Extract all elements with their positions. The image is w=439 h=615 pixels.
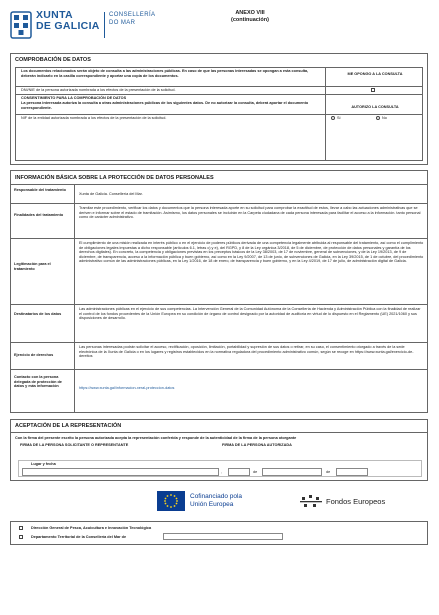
authorize-no-radio[interactable] (376, 116, 380, 120)
dni-row-label: DNI/NIE de la persona autorizada nombrada a los efectos de la presentación de la solicitud. (21, 88, 176, 92)
logo-divider (104, 12, 105, 38)
cofin-line2: Unión Europea (190, 501, 234, 508)
no-label: No (382, 116, 387, 120)
oppose-header: ME OPONGO A LA CONSULTA (347, 72, 403, 76)
row-value-link[interactable]: https://www.xunta.gal/informacion-xeral-proteccion-datos (79, 386, 175, 390)
logo-text: XUNTA DE GALICIA (36, 9, 100, 32)
consellería-name: CONSELLERÍA DO MAR (109, 12, 156, 26)
row-value: Las personas interesadas podrán solicitar el acceso, rectificación, oposición, limitación, portabilidad y supresión de sus datos o retirar, en su caso, el consentimiento otorgado a través de la sede electrónica de la Xunta de Galicia o en los lugares y registros establecidos en la normativa reguladora del procedimiento administrativo común, según se recoge en https://www.xunta.gal/exercicio-de-dereitos (79, 345, 414, 359)
eu-flag-icon (157, 491, 185, 511)
de-label: de (326, 470, 331, 474)
destinatario-checkbox[interactable] (19, 535, 23, 539)
row-value: Tramitar este procedimiento, verificar los datos y documentos que la persona interesada aporte en su solicitud para comprobar la exactitud de estos, llevar a cabo las actuaciones administrativas que se deriven e informar sobre el estado de tramitación. Asimismo, los datos personales se incluirán en la Carpeta ciudadana de cada persona interesada para facilitar el acceso a la información. tanto personal como de carácter administrativo. (79, 206, 421, 220)
xunta-logo (10, 9, 156, 47)
department-input[interactable] (163, 533, 283, 540)
row-label: Ejercicio de derechos (14, 353, 54, 357)
year-input[interactable] (336, 468, 368, 476)
row-value: Las administraciones públicas en el ejercicio de sus competencias. La Intervención General de la Comunidad Autónoma de la Consellería de Hacienda y Administración Pública con la finalidad de realizar el control de los fondos procedentes de la Unión Europea en su condición de órgano de control designado por la autoridad de auditoría en virtud de lo dispuesto en el Reglamento (UE) 2021/1060 y sus disposiciones de desarrollo. (79, 307, 421, 321)
date-label: Lugar y fecha (31, 462, 56, 466)
row-label: Contacto con la persona delegada de protección de datos y más información (14, 375, 62, 389)
signature-authorized-label: FIRMA DE LA PERSONA AUTORIZADA (222, 443, 292, 447)
authorize-yes-radio[interactable] (331, 116, 335, 120)
row-label: Destinatarios de los datos (14, 312, 62, 316)
yes-label: Sí (337, 116, 341, 120)
destinatario-checkbox[interactable] (19, 526, 23, 530)
row-label: Legitimación para el tratamiento (14, 262, 51, 271)
fondos-europeos-icon (300, 495, 322, 509)
cofin-line1: Cofinanciado pola (190, 493, 243, 500)
row-label: Finalidades del tratamiento (14, 213, 64, 217)
fondos-label: Fondos Europeos (326, 497, 386, 506)
oppose-checkbox[interactable] (371, 88, 375, 92)
row-value: Xunta de Galicia. Consellería del Mar. (79, 192, 143, 196)
authorize-header: AUTORIZO LA CONSULTA (351, 105, 399, 109)
destinatario-item: Departamento Territorial de la Consellería del Mar de (31, 535, 127, 539)
day-input[interactable] (228, 468, 250, 476)
annex-heading: ANEXO VIII (continuación) (231, 10, 269, 23)
month-input[interactable] (262, 468, 322, 476)
comma-separator: , (221, 470, 223, 474)
coat-of-arms-icon (10, 11, 32, 39)
destinatario-item: Dirección General de Pesca, Acuicultura e Innovación Tecnológica (31, 526, 152, 530)
de-label: de (253, 470, 258, 474)
fondos-europeos-logo (300, 494, 390, 510)
comprobacion-intro: Los documentos relacionados serán objeto de consulta a las administraciones públicas. En caso de que las personas interesadas se opongan a esta consulta, deberán indicarlo en la casilla correspondiente y aportar una copia de los documentos. (21, 69, 309, 78)
nif-row-label: NIF de la entidad autorizada nombrada a los efectos de la presentación de la solicitud. (21, 116, 167, 120)
proteccion-title: INFORMACIÓN BÁSICA SOBRE LA PROTECCIÓN DE DATOS PERSONALES (15, 175, 214, 181)
signature-applicant-label: FIRMA DE LA PERSONA SOLICITANTE O REPRESENTANTE (20, 443, 129, 447)
row-label: Responsable del tratamiento (14, 188, 66, 192)
consent-header: CONSENTIMIENTO PARA LA COMPROBACIÓN DE DATOS (21, 96, 127, 100)
eu-cofinanced-logo (157, 490, 257, 512)
consent-text: La persona interesada autoriza la consulta a otras administraciones públicas de los siguientes datos. De no autorizar la consulta, deberá aportar el documento correspondiente. (21, 101, 309, 110)
aceptacion-title: ACEPTACIÓN DE LA REPRESENTACIÓN (15, 423, 122, 429)
comprobacion-title: COMPROBACIÓN DE DATOS (15, 57, 91, 63)
aceptacion-text: Con la firma del presente escrito la persona autorizada acepta la representación conferida y responde de la autenticidad de la firma de la persona otorgante (15, 436, 297, 440)
row-value: El cumplimiento de una misión realizada en interés público o en el ejercicio de poderes públicos derivada de una competencia legalmente atribuida al responsable del tratamiento, así como el cumplimiento de obligaciones legales impuestas a dicho responsable (artículos 6.1, letras c) y e), del RGPD, y 8 de la Ley orgánica 3/2018, de 5 de diciembre, de protección de datos personales y garantía de los derechos digitales). En concreto, la competencia y obligaciones previstas en los preceptos básicos de la Ley 38/2003, de 17 de noviembre, general de subvenciones, y de la Ley 19/2013, de 9 de diciembre, de transparencia, acceso a la información pública y buen gobierno, así como en la Ley 9/2007, de 13 de junio, de subvenciones de Galicia, en la Ley 39/2015, de 1 de octubre, del procedimiento administrativo común de las administraciones públicas, en la Ley 1/2016, de 18 de enero, de transparencia y buen gobierno, y en la Ley 4/2019, de 17 de julio, de administración digital de Galicia. (79, 241, 424, 264)
place-input[interactable] (22, 468, 219, 476)
